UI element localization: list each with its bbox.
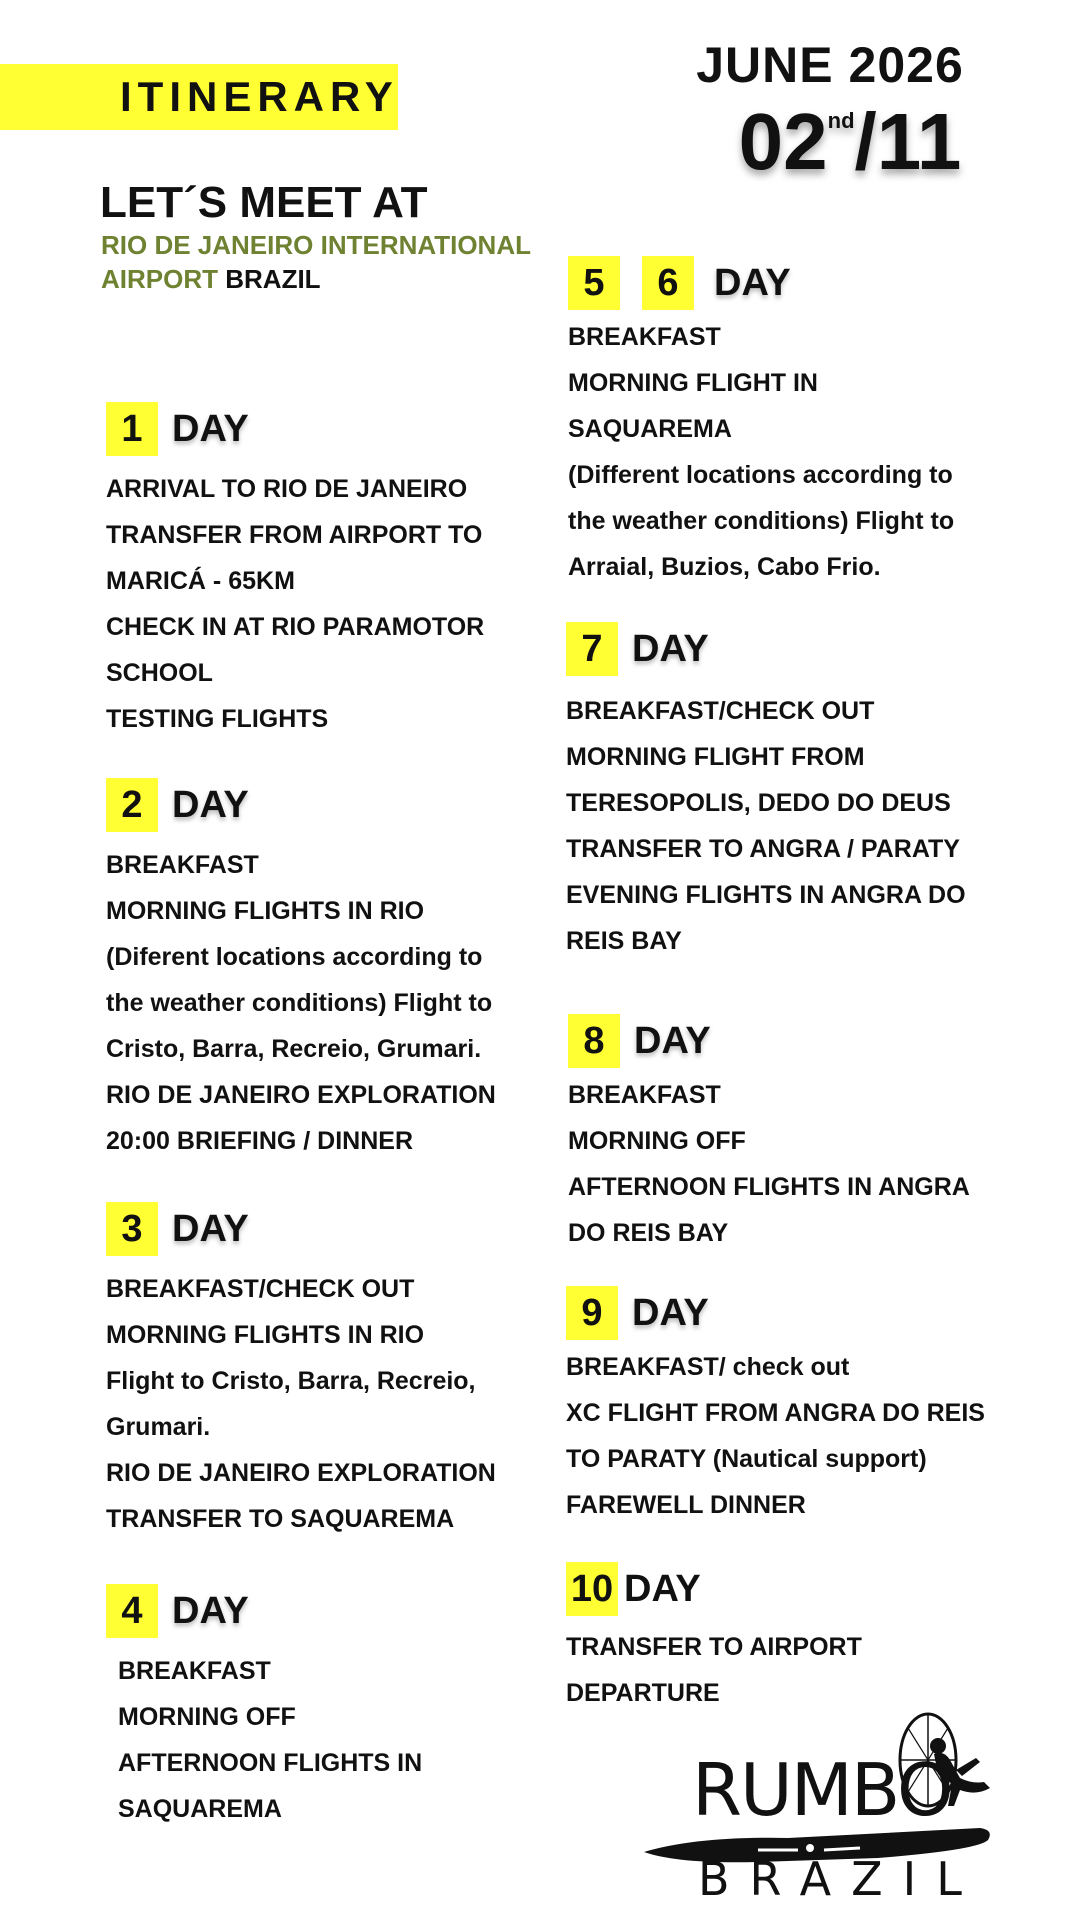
activity-line: BREAKFAST: [568, 323, 721, 351]
activity-line: BREAKFAST: [568, 1081, 721, 1109]
day-4-activities: [118, 1648, 422, 1832]
activity-line: TRANSFER TO AIRPORT: [566, 1633, 862, 1661]
activity-line: MORNING FLIGHTS IN RIO: [106, 897, 425, 925]
activity-line: REIS BAY: [566, 927, 682, 955]
activity-line: the weather conditions) Flight to: [106, 989, 493, 1017]
day-9-activities: [566, 1344, 985, 1528]
day-7-activities: [566, 688, 966, 964]
day-2-activities: [106, 842, 496, 1164]
meeting-place-line2: [101, 262, 541, 296]
date-start: 02: [738, 97, 828, 186]
day-4-block: [106, 1584, 422, 1832]
activity-line: MORNING FLIGHT IN: [568, 369, 818, 397]
activity-line: SCHOOL: [106, 659, 213, 687]
activity-line: TRANSFER TO ANGRA / PARATY: [566, 835, 960, 863]
activity-line: TO PARATY (Nautical support): [566, 1445, 927, 1473]
activity-line: DEPARTURE: [566, 1679, 720, 1707]
day-3-activities: [106, 1266, 496, 1542]
day-number-badge: 8: [568, 1014, 620, 1068]
activity-line: MARICÁ - 65KM: [106, 567, 295, 595]
day-5-6-block: [568, 256, 954, 590]
day-label: DAY: [714, 261, 791, 304]
activity-line: CHECK IN AT RIO PARAMOTOR: [106, 613, 485, 641]
meeting-place-line1: RIO DE JANEIRO INTERNATIONAL: [101, 230, 531, 260]
day-9-block: [566, 1286, 985, 1528]
day-7-block: [566, 622, 966, 964]
activity-line: TERESOPOLIS, DEDO DO DEUS: [566, 789, 951, 817]
day-1-activities: [106, 466, 484, 742]
meeting-place: [101, 228, 541, 296]
activity-line: TRANSFER FROM AIRPORT TO: [106, 521, 483, 549]
day-label: DAY: [172, 1589, 249, 1632]
activity-line: BREAKFAST/ check out: [566, 1353, 850, 1381]
day-8-activities: [568, 1072, 970, 1256]
date-range: [700, 96, 1000, 188]
activity-line: Cristo, Barra, Recreio, Grumari.: [106, 1035, 482, 1063]
activity-line: FAREWELL DINNER: [566, 1491, 806, 1519]
day-label: DAY: [624, 1567, 701, 1610]
month-year: JUNE 2026: [696, 37, 964, 93]
day-5-6-activities: [568, 314, 954, 590]
activity-line: RIO DE JANEIRO EXPLORATION: [106, 1081, 496, 1109]
activity-line: (Diferent locations according to: [106, 943, 483, 971]
itinerary-banner: [0, 64, 398, 130]
activity-line: Flight to Cristo, Barra, Recreio,: [106, 1367, 476, 1395]
day-number-badge: 6: [642, 256, 694, 310]
activity-line: BREAKFAST: [106, 851, 259, 879]
activity-line: SAQUAREMA: [118, 1795, 282, 1823]
logo-subtitle: BRAZIL: [698, 1852, 982, 1906]
day-number-badge: 10: [566, 1562, 618, 1616]
activity-line: BREAKFAST/CHECK OUT: [566, 697, 875, 725]
activity-line: ARRIVAL TO RIO DE JANEIRO: [106, 475, 468, 503]
airport-word: AIRPORT: [101, 264, 218, 294]
activity-line: the weather conditions) Flight to: [568, 507, 955, 535]
activity-line: BREAKFAST/CHECK OUT: [106, 1275, 415, 1303]
activity-line: MORNING FLIGHT FROM: [566, 743, 865, 771]
day-10-block: [566, 1562, 862, 1716]
day-number-badge: 9: [566, 1286, 618, 1340]
day-number-badge: 4: [106, 1584, 158, 1638]
date-end: /11: [854, 97, 962, 186]
activity-line: 20:00 BRIEFING / DINNER: [106, 1127, 414, 1155]
activity-line: MORNING OFF: [118, 1703, 296, 1731]
day-number-badge: 1: [106, 402, 158, 456]
activity-line: MORNING OFF: [568, 1127, 746, 1155]
day-8-block: [568, 1014, 970, 1256]
activity-line: AFTERNOON FLIGHTS IN ANGRA: [568, 1173, 970, 1201]
activity-line: Arraial, Buzios, Cabo Frio.: [568, 553, 881, 581]
activity-line: DO REIS BAY: [568, 1219, 729, 1247]
day-number-badge: 2: [106, 778, 158, 832]
day-label: DAY: [632, 1291, 709, 1334]
date-suffix: nd: [827, 108, 855, 133]
activity-line: EVENING FLIGHTS IN ANGRA DO: [566, 881, 966, 909]
logo-wordmark: RUMBO: [692, 1748, 952, 1832]
day-number-badge: 7: [566, 622, 618, 676]
activity-line: TESTING FLIGHTS: [106, 705, 329, 733]
country-name: BRAZIL: [225, 264, 321, 294]
day-number-badge: 3: [106, 1202, 158, 1256]
activity-line: AFTERNOON FLIGHTS IN: [118, 1749, 423, 1777]
day-label: DAY: [172, 1207, 249, 1250]
activity-line: (Different locations according to: [568, 461, 953, 489]
meeting-title: LET´S MEET AT: [100, 178, 428, 227]
day-number-badge: 5: [568, 256, 620, 310]
itinerary-title: ITINERARY: [120, 73, 399, 120]
activity-line: TRANSFER TO SAQUAREMA: [106, 1505, 455, 1533]
day-label: DAY: [634, 1019, 711, 1062]
day-label: DAY: [172, 783, 249, 826]
day-label: DAY: [632, 627, 709, 670]
activity-line: MORNING FLIGHTS IN RIO: [106, 1321, 425, 1349]
day-3-block: [106, 1202, 496, 1542]
day-label: DAY: [172, 407, 249, 450]
activity-line: Grumari.: [106, 1413, 211, 1441]
activity-line: XC FLIGHT FROM ANGRA DO REIS: [566, 1399, 985, 1427]
activity-line: SAQUAREMA: [568, 415, 732, 443]
day-2-block: [106, 778, 496, 1164]
activity-line: RIO DE JANEIRO EXPLORATION: [106, 1459, 496, 1487]
day-1-block: [106, 402, 484, 742]
activity-line: BREAKFAST: [118, 1657, 271, 1685]
